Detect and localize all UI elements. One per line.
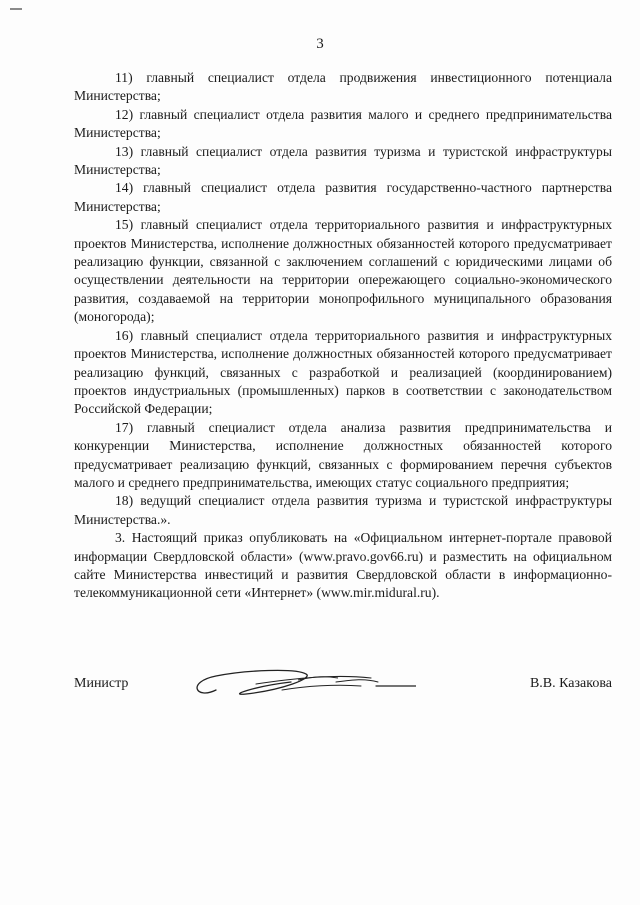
- list-item-11: 11) главный специалист отдела продвижения инвестиционного потенциала Министерства;: [74, 70, 612, 104]
- handwritten-signature: [186, 660, 416, 710]
- list-item-12: 12) главный специалист отдела развития малого и среднего предпринимательства Министерства;: [74, 106, 612, 141]
- list-item-13: 13) главный специалист отдела развития туризма и туристской инфраструктуры Министерства;: [74, 143, 612, 178]
- list-item-18: 18) ведущий специалист отдела развития туризма и туристской инфраструктуры Министерства.».: [74, 493, 612, 527]
- signer-title: Министр: [74, 676, 129, 691]
- list-item-15: 15) главный специалист отдела территориального развития и инфраструктурных проектов Министерства, исполнение должностных обязанностей которого предусматривает реализацию функции, связанной с заключением соглашений с юридическими лицами об осуществлении деятельности на территории опережающего социально-экономического развития, создаваемой на территории монопрофильного муниципального образования (моногорода);: [74, 217, 612, 325]
- list-item-14: 14) главный специалист отдела развития государственно-частного партнерства Министерства;: [74, 180, 612, 214]
- signature-block: [74, 660, 612, 710]
- document-body: [74, 69, 612, 603]
- list-item-16: 16) главный специалист отдела территориального развития и инфраструктурных проектов Министерства, исполнение должностных обязанностей которого предусматривает реализацию функций, связанных с разработкой и реализацией (координированием) проектов индустриальных (промышленных) парков в соответствии с законодательством Российской Федерации;: [74, 327, 612, 417]
- list-item-17: 17) главный специалист отдела анализа развития предпринимательства и конкуренции Министерства, исполнение должностных обязанностей которого предусматривает реализацию функций, связанных с формированием перечня субъектов малого и среднего предпринимательства, имеющих статус социального предприятия;: [74, 419, 612, 490]
- signer-name: В.В. Казакова: [529, 676, 612, 691]
- scan-artifact-mark: [10, 8, 22, 10]
- page-number: 3: [316, 36, 324, 52]
- clause-3-publication: 3. Настоящий приказ опубликовать на «Официальном интернет-портале правовой информации Свердловской области» (www.pravo.gov66.ru) и разместить на официальном сайте Министерства инвестиций и развития Свердловской области в информационно-телекоммуникационной сети «Интернет» (www.mir.midural.ru).: [74, 530, 612, 601]
